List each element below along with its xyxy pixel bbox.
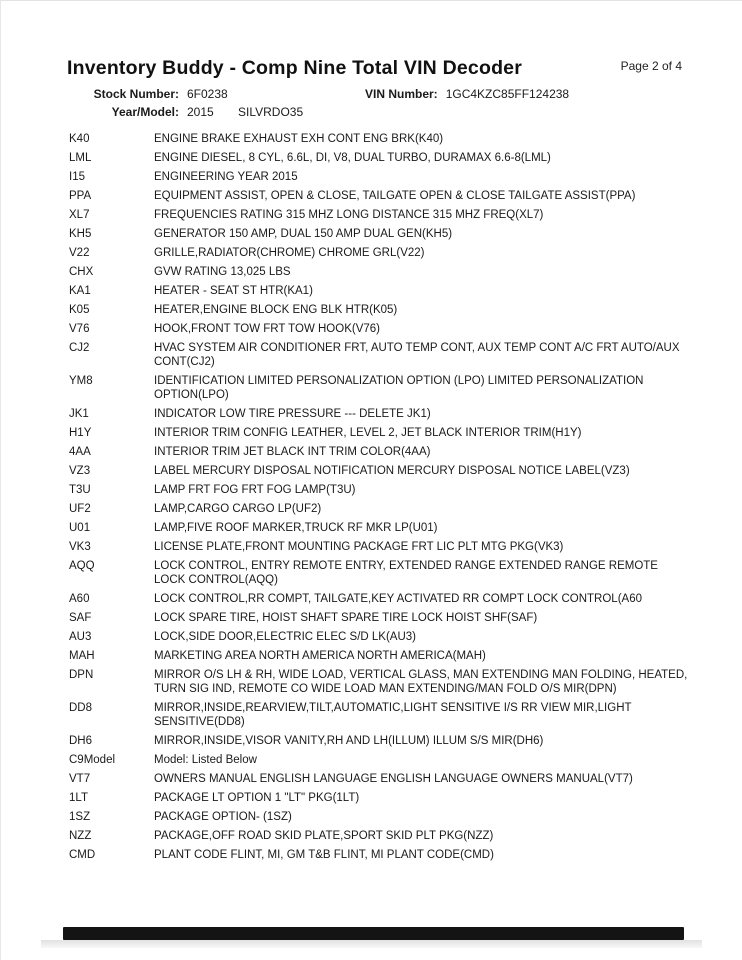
option-row [69, 701, 690, 734]
option-row [69, 407, 690, 426]
option-row [69, 132, 690, 151]
option-code: KA1 [69, 285, 91, 297]
stock-number-label: Stock Number: [93, 87, 179, 101]
option-code: KH5 [69, 228, 92, 240]
option-description: GRILLE,RADIATOR(CHROME) CHROME GRL(V22) [154, 247, 425, 259]
options-list [1, 132, 742, 867]
stock-number-value: 6F0238 [187, 87, 228, 101]
option-description: EQUIPMENT ASSIST, OPEN & CLOSE, TAILGATE OPEN & CLOSE TAILGATE ASSIST(PPA) [154, 190, 636, 202]
option-row [69, 540, 690, 559]
option-row [69, 630, 690, 649]
scan-artifact-bar [63, 927, 684, 940]
vin-number-value: 1GC4KZC85FF124238 [445, 87, 570, 101]
option-code: CHX [69, 266, 94, 278]
option-row [69, 322, 690, 341]
option-row [69, 753, 690, 772]
option-code: C9Model [69, 754, 116, 766]
option-row [69, 265, 690, 284]
option-row [69, 341, 690, 374]
option-row [69, 848, 690, 867]
option-row [69, 829, 690, 848]
option-description: INDICATOR LOW TIRE PRESSURE --- DELETE JK1) [154, 408, 431, 420]
option-code: PPA [69, 190, 92, 202]
option-code: VZ3 [69, 465, 91, 477]
option-description: HVAC SYSTEM AIR CONDITIONER FRT, AUTO TEMP CONT, AUX TEMP CONT A/C FRT AUTO/AUX CONT(CJ2) [154, 342, 680, 368]
option-row [69, 521, 690, 540]
option-description: INTERIOR TRIM CONFIG LEATHER, LEVEL 2, JET BLACK INTERIOR TRIM(H1Y) [154, 427, 582, 439]
option-row [69, 374, 690, 407]
option-row [69, 189, 690, 208]
option-row [69, 810, 690, 829]
option-description: LOCK SPARE TIRE, HOIST SHAFT SPARE TIRE LOCK HOIST SHF(SAF) [154, 612, 538, 624]
vehicle-meta [1, 80, 742, 119]
option-row [69, 303, 690, 322]
option-description: MIRROR O/S LH & RH, WIDE LOAD, VERTICAL GLASS, MAN EXTENDING MAN FOLDING, HEATED, TURN SIG IND, REMOTE CO WIDE LOAD MAN EXTENDING/MAN FOLD O/S MIR(DPN) [154, 669, 688, 695]
option-code: LML [69, 152, 92, 164]
option-row [69, 649, 690, 668]
option-code: MAH [69, 650, 95, 662]
option-description: INTERIOR TRIM JET BLACK INT TRIM COLOR(4AA) [154, 446, 431, 458]
option-row [69, 246, 690, 265]
year-model-label: Year/Model: [111, 105, 179, 119]
option-row [69, 445, 690, 464]
option-description: OWNERS MANUAL ENGLISH LANGUAGE ENGLISH LANGUAGE OWNERS MANUAL(VT7) [154, 773, 633, 785]
option-code: YM8 [69, 375, 93, 387]
option-code: CMD [69, 849, 96, 861]
option-row [69, 772, 690, 791]
option-code: V76 [69, 323, 90, 335]
option-code: UF2 [69, 503, 91, 515]
option-row [69, 464, 690, 483]
option-description: MIRROR,INSIDE,REARVIEW,TILT,AUTOMATIC,LIGHT SENSITIVE I/S RR VIEW MIR,LIGHT SENSITIVE(DD8) [154, 702, 632, 728]
option-description: LOCK,SIDE DOOR,ELECTRIC ELEC S/D LK(AU3) [154, 631, 417, 643]
option-description: LABEL MERCURY DISPOSAL NOTIFICATION MERCURY DISPOSAL NOTICE LABEL(VZ3) [154, 465, 630, 477]
option-code: VT7 [69, 773, 91, 785]
option-description: MIRROR,INSIDE,VISOR VANITY,RH AND LH(ILLUM) ILLUM S/S MIR(DH6) [154, 735, 544, 747]
option-row [69, 227, 690, 246]
option-code: 1SZ [69, 811, 91, 823]
option-row [69, 426, 690, 445]
scan-artifact-shadow [41, 940, 702, 948]
page-title: Inventory Buddy - Comp Nine Total VIN Decoder [67, 57, 523, 79]
option-code: 1LT [69, 792, 88, 804]
option-description: PLANT CODE FLINT, MI, GM T&B FLINT, MI PLANT CODE(CMD) [154, 849, 494, 861]
option-description: HEATER - SEAT ST HTR(KA1) [154, 285, 313, 297]
option-description: ENGINE BRAKE EXHAUST EXH CONT ENG BRK(K40) [154, 133, 444, 145]
option-row [69, 592, 690, 611]
year-value: 2015 [187, 105, 214, 119]
option-row [69, 559, 690, 592]
option-description: IDENTIFICATION LIMITED PERSONALIZATION OPTION (LPO) LIMITED PERSONALIZATION OPTION(LPO) [154, 375, 644, 401]
vin-number-label: VIN Number: [365, 87, 438, 101]
option-code: AQQ [69, 560, 95, 572]
option-description: LAMP FRT FOG FRT FOG LAMP(T3U) [154, 484, 356, 496]
option-description: FREQUENCIES RATING 315 MHZ LONG DISTANCE 315 MHZ FREQ(XL7) [154, 209, 544, 221]
option-description: Model: Listed Below [154, 754, 257, 766]
option-code: I15 [69, 171, 85, 183]
option-description: ENGINE DIESEL, 8 CYL, 6.6L, DI, V8, DUAL TURBO, DURAMAX 6.6-8(LML) [154, 152, 551, 164]
option-code: CJ2 [69, 342, 90, 354]
option-code: A60 [69, 593, 90, 605]
option-code: DH6 [69, 735, 93, 747]
option-row [69, 611, 690, 630]
option-code: 4AA [69, 446, 91, 458]
option-description: GENERATOR 150 AMP, DUAL 150 AMP DUAL GEN(KH5) [154, 228, 453, 240]
option-code: K40 [69, 133, 90, 145]
option-code: AU3 [69, 631, 92, 643]
option-row [69, 151, 690, 170]
model-value: SILVRDO35 [238, 105, 304, 119]
option-row [69, 734, 690, 753]
option-description: HOOK,FRONT TOW FRT TOW HOOK(V76) [154, 323, 380, 335]
option-code: K05 [69, 304, 90, 316]
option-row [69, 791, 690, 810]
option-description: ENGINEERING YEAR 2015 [154, 171, 298, 183]
option-description: LAMP,CARGO CARGO LP(UF2) [154, 503, 322, 515]
option-row [69, 668, 690, 701]
option-description: HEATER,ENGINE BLOCK ENG BLK HTR(K05) [154, 304, 398, 316]
option-code: T3U [69, 484, 91, 496]
option-description: PACKAGE,OFF ROAD SKID PLATE,SPORT SKID PLT PKG(NZZ) [154, 830, 494, 842]
option-description: LAMP,FIVE ROOF MARKER,TRUCK RF MKR LP(U01) [154, 522, 438, 534]
option-description: LOCK CONTROL,RR COMPT, TAILGATE,KEY ACTIVATED RR COMPT LOCK CONTROL(A60 [154, 593, 642, 605]
page-indicator: Page 2 of 4 [620, 59, 682, 73]
option-description: PACKAGE OPTION- (1SZ) [154, 811, 292, 823]
option-code: VK3 [69, 541, 91, 553]
option-description: LICENSE PLATE,FRONT MOUNTING PACKAGE FRT LIC PLT MTG PKG(VK3) [154, 541, 564, 553]
option-row [69, 170, 690, 189]
option-row [69, 208, 690, 227]
option-code: NZZ [69, 830, 92, 842]
option-row [69, 483, 690, 502]
option-code: DD8 [69, 702, 93, 714]
option-code: H1Y [69, 427, 92, 439]
option-row [69, 284, 690, 303]
option-code: JK1 [69, 408, 89, 420]
meta-row-year-model [67, 105, 690, 119]
option-code: SAF [69, 612, 92, 624]
document-header [1, 1, 742, 80]
meta-row-stock-vin [67, 87, 690, 101]
option-description: MARKETING AREA NORTH AMERICA NORTH AMERICA(MAH) [154, 650, 486, 662]
option-row [69, 502, 690, 521]
option-description: GVW RATING 13,025 LBS [154, 266, 291, 278]
option-description: PACKAGE LT OPTION 1 "LT" PKG(1LT) [154, 792, 360, 804]
option-code: U01 [69, 522, 91, 534]
option-code: XL7 [69, 209, 90, 221]
option-code: DPN [69, 669, 94, 681]
option-code: V22 [69, 247, 90, 259]
option-description: LOCK CONTROL, ENTRY REMOTE ENTRY, EXTENDED RANGE EXTENDED RANGE REMOTE LOCK CONTROL(AQQ) [154, 560, 658, 586]
